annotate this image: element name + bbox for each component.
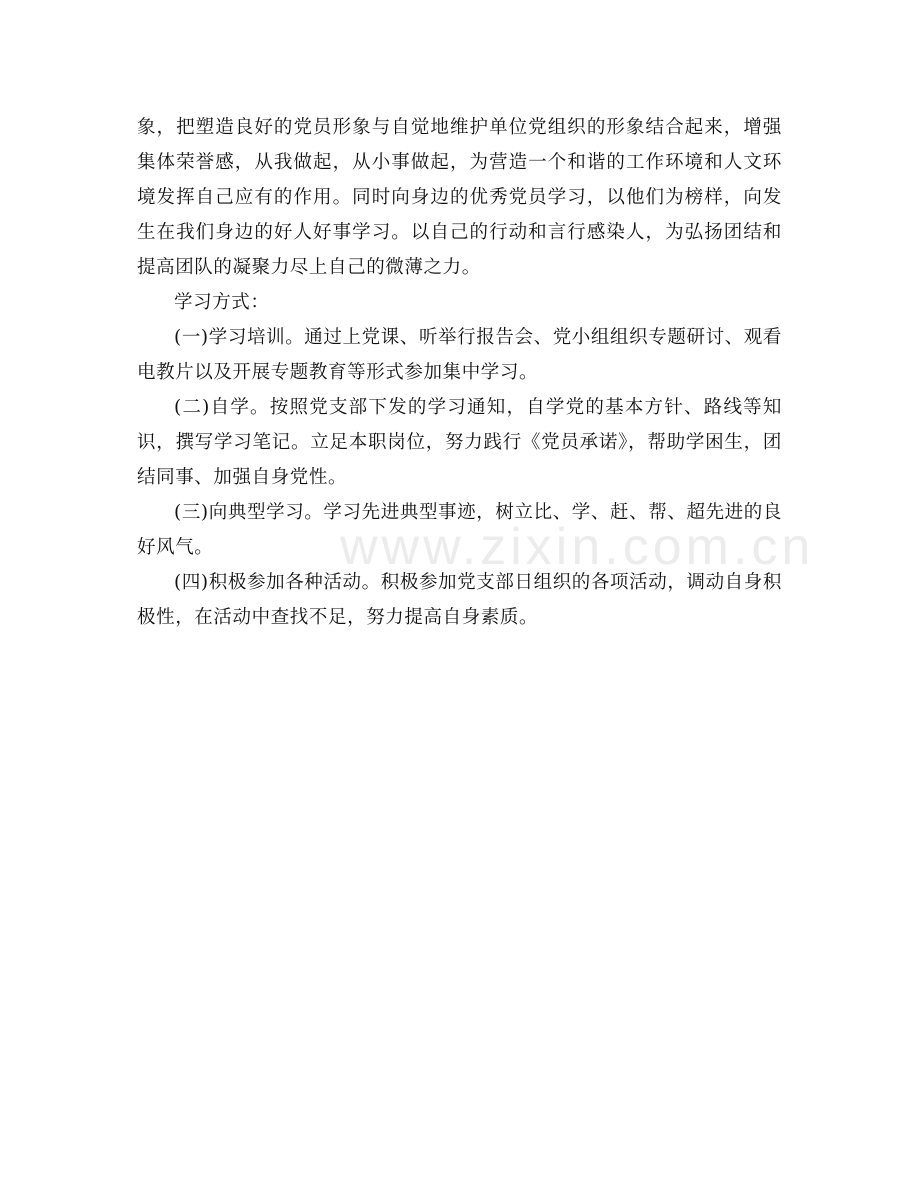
paragraph-continuation: 象，把塑造良好的党员形象与自觉地维护单位党组织的形象结合起来，增强集体荣誉感，从我做起，从小事做起，为营造一个和谐的工作环境和人文环境发挥自己应有的作用。同时向身边的优秀党员学习，以他们为榜样，向发生在我们身边的好人好事学习。以自己的行动和言行感染人，为弘扬团结和提高团队的凝聚力尽上自己的微薄之力。 (137, 117, 782, 278)
watermark: www.zixin.com.cn (340, 518, 815, 576)
paragraph-method-3: (三)向典型学习。学习先进典型事迹，树立比、学、赶、帮、超先进的良好风气。 (137, 502, 782, 558)
paragraph-method-2: (二)自学。按照党支部下发的学习通知，自学党的基本方针、路线等知识，撰写学习笔记。立足本职岗位，努力践行《党员承诺》，帮助学困生，团结同事、加强自身党性。 (137, 397, 782, 488)
paragraph-method-4: (四)积极参加各种活动。积极参加党支部日组织的各项活动，调动自身积极性，在活动中查找不足，努力提高自身素质。 (137, 572, 782, 628)
document-body (137, 110, 782, 635)
paragraph-study-methods-heading: 学习方式： (174, 292, 270, 313)
paragraph-method-1: (一)学习培训。通过上党课、听举行报告会、党小组组织专题研讨、观看电教片以及开展专题教育等形式参加集中学习。 (137, 327, 782, 383)
